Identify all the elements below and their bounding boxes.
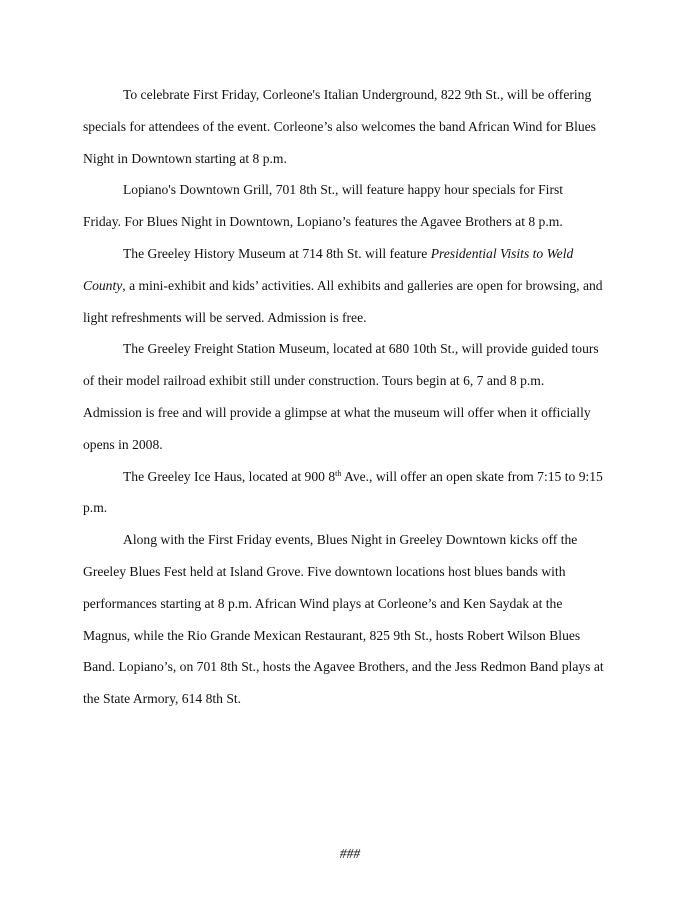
text-line: specials for attendees of the event. Corleone’s also welcomes the band African Wind for Blues [83, 118, 596, 134]
text-line: opens in 2008. [83, 436, 163, 452]
text-line: Night in Downtown starting at 8 p.m. [83, 150, 287, 166]
text-line: Admission is free and will provide a glimpse at what the museum will offer when it officially [83, 404, 591, 420]
text-line: the State Armory, 614 8th St. [83, 691, 242, 707]
paragraph-history-museum [83, 238, 613, 333]
paragraph-ice-haus [83, 461, 613, 525]
paragraph-lopianos [83, 174, 613, 238]
exhibit-title: Presidential Visits to Weld [430, 245, 574, 261]
paragraph-freight-station [83, 333, 613, 460]
ordinal-suffix: th [335, 468, 342, 478]
text-segment: Ave., will offer an open skate from 7:15 to 9:15 [341, 468, 603, 484]
text-segment: The Greeley History Museum at 714 8th St. will feature [123, 245, 431, 261]
text-line: Lopiano's Downtown Grill, 701 8th St., will feature happy hour specials for First [123, 182, 564, 198]
text-line: Band. Lopiano’s, on 701 8th St., hosts the Agavee Brothers, and the Jess Redmon Band plays at [83, 659, 604, 675]
text-line: Magnus, while the Rio Grande Mexican Restaurant, 825 9th St., hosts Robert Wilson Blues [83, 627, 581, 643]
text-line: of their model railroad exhibit still under construction. Tours begin at 6, 7 and 8 p.m. [83, 373, 545, 389]
text-line: performances starting at 8 p.m. African Wind plays at Corleone’s and Ken Saydak at the [83, 595, 563, 611]
exhibit-title-cont: County [83, 277, 123, 293]
paragraph-blues-fest [83, 524, 613, 715]
text-line [83, 270, 613, 302]
text-segment: The Greeley Ice Haus, located at 900 8 [123, 468, 336, 484]
document-body [83, 79, 613, 715]
text-line: Friday. For Blues Night in Downtown, Lopiano’s features the Agavee Brothers at 8 p.m. [83, 214, 563, 230]
text-line: Along with the First Friday events, Blues Night in Greeley Downtown kicks off the [123, 532, 578, 548]
end-of-release-mark: ### [339, 846, 361, 861]
text-line: The Greeley Freight Station Museum, located at 680 10th St., will provide guided tours [123, 341, 599, 357]
text-line: To celebrate First Friday, Corleone's Italian Underground, 822 9th St., will be offering [123, 87, 592, 102]
text-line: Greeley Blues Fest held at Island Grove. Five downtown locations host blues bands with [83, 563, 566, 579]
text-line: light refreshments will be served. Admission is free. [83, 309, 367, 325]
text-line [83, 238, 613, 270]
text-line: p.m. [83, 500, 108, 516]
paragraph-corleones [83, 79, 613, 174]
text-segment: , a mini-exhibit and kids’ activities. All exhibits and galleries are open for browsing, and [122, 277, 603, 293]
text-line [83, 461, 613, 493]
